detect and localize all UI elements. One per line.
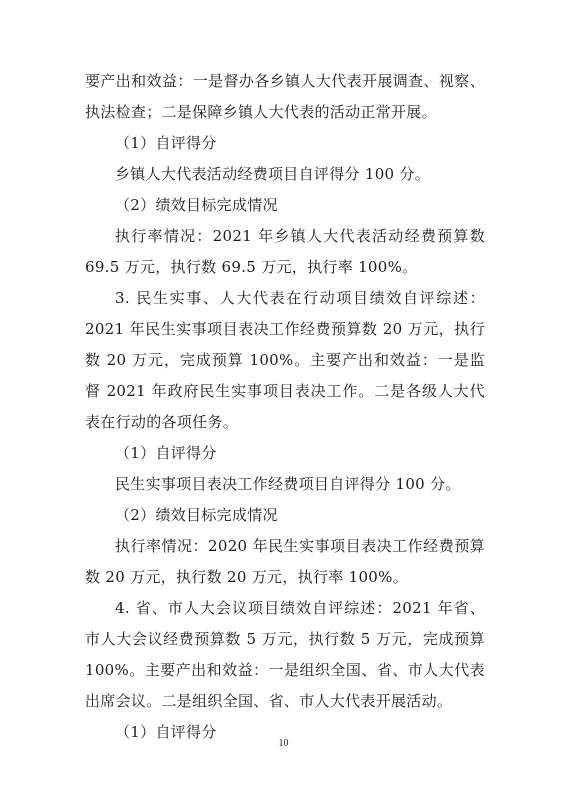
paragraph: 乡镇人大代表活动经费项目自评得分 100 分。 [115,165,431,183]
paragraph: 执行率情况：2020 年民生实事项目表决工作经费预算数 20 万元，执行数 20 万元，执行率 100%。 [85,537,485,586]
section-heading: （2）绩效目标完成情况 [115,506,278,524]
section-heading: （2）绩效目标完成情况 [115,196,278,214]
paragraph: 4. 省、市人大会议项目绩效自评综述：2021 年省、市人大会议经费预算数 5 万元，执行数 5 万元，完成预算 100%。主要产出和效益：一是组织全国、省、市人大代表出席会议。二是组织全国、省、市人大代表开展活动。 [85,599,485,710]
section-heading: （1）自评得分 [115,134,217,152]
paragraph: 执行率情况：2021 年乡镇人大代表活动经费预算数 69.5 万元，执行数 69.5 万元，执行率 100%。 [85,227,485,276]
section-heading: （1）自评得分 [115,723,217,741]
paragraph: 要产出和效益：一是督办各乡镇人大代表开展调查、视察、执法检查；二是保障乡镇人大代表的活动正常开展。 [85,72,485,121]
page-number: 10 [278,738,289,749]
document-body [85,66,485,748]
paragraph: 民生实事项目表决工作经费项目自评得分 100 分。 [115,475,461,493]
section-heading: （1）自评得分 [115,444,217,462]
paragraph: 3. 民生实事、人大代表在行动项目绩效自评综述：2021 年民生实事项目表决工作经费预算数 20 万元，执行数 20 万元，完成预算 100%。主要产出和效益：一是监督 2021 年政府民生实事项目表决工作。二是各级人大代表在行动的各项任务。 [85,289,485,431]
